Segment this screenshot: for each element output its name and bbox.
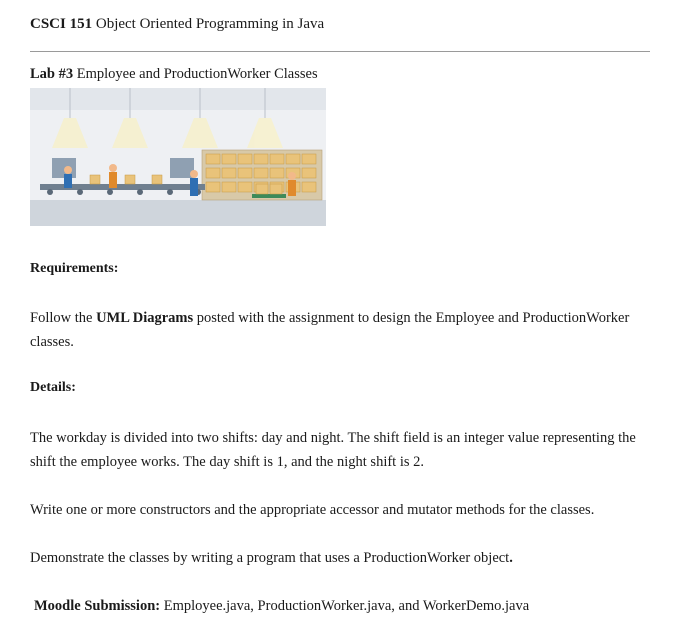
demo-text: Demonstrate the classes by writing a program that uses a ProductionWorker object bbox=[30, 550, 510, 566]
submission-files: Employee.java, ProductionWorker.java, and WorkerDemo.java bbox=[163, 598, 530, 614]
details-heading: Details: bbox=[30, 380, 76, 395]
details-paragraph-methods: Write one or more constructors and the appropriate accessor and mutator methods for the classes. bbox=[30, 502, 595, 518]
requirements-text-before: Follow the bbox=[30, 310, 97, 326]
course-name: Object Oriented Programming in Java bbox=[95, 16, 325, 32]
requirements-heading: Requirements: bbox=[30, 261, 119, 276]
uml-diagrams-label: UML Diagrams bbox=[96, 310, 194, 326]
course-title bbox=[30, 16, 324, 33]
moodle-submission-label: Moodle Submission: bbox=[34, 598, 161, 614]
details-paragraph-shifts: The workday is divided into two shifts: day and night. The shift field is an integer value representing the shift the employee works. The day shift is 1, and the night shift is 2. bbox=[30, 430, 636, 470]
factory-workers-conveyor-illustration bbox=[30, 88, 326, 226]
demo-period: . bbox=[509, 550, 513, 566]
course-code: CSCI 151 bbox=[30, 16, 93, 32]
lab-title bbox=[30, 66, 318, 83]
moodle-submission bbox=[34, 594, 654, 618]
lab-number: Lab #3 bbox=[30, 66, 74, 82]
requirements-text bbox=[30, 306, 650, 354]
requirements-text-after: posted with the assignment to design the Employee and ProductionWorker classes. bbox=[30, 310, 630, 350]
lab-name: Employee and ProductionWorker Classes bbox=[76, 66, 318, 82]
details-paragraph-demo bbox=[30, 546, 650, 570]
header-divider bbox=[30, 51, 650, 52]
